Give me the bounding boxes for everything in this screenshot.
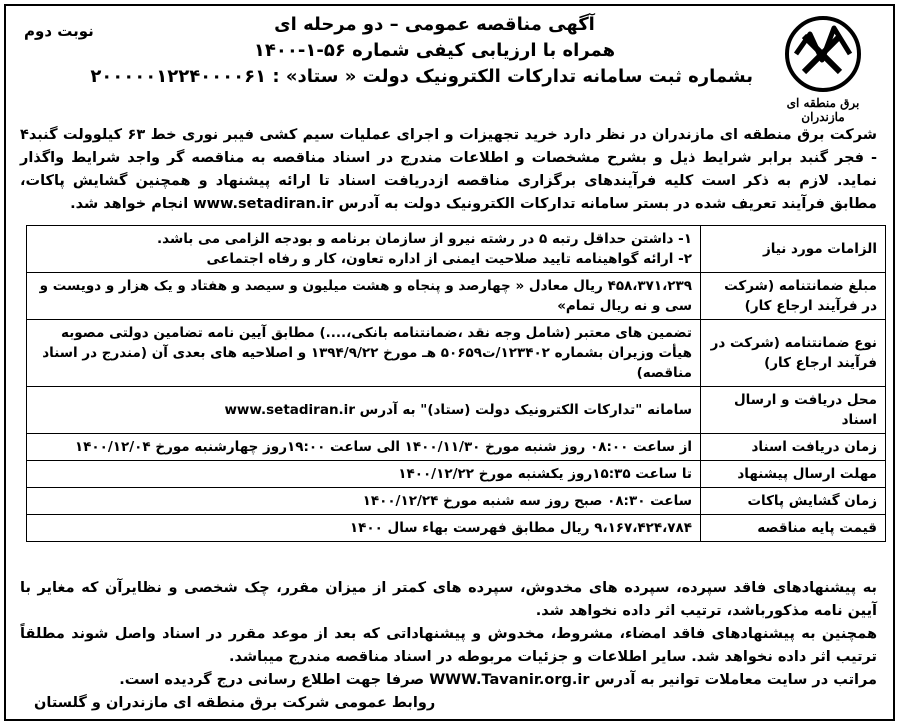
table-row xyxy=(27,273,886,320)
intro-paragraph: شرکت برق منطقه ای مازندران در نظر دارد خرید تجهیزات و اجرای عملیات سیم کشی فیبر نوری خط ۶۳ کیلوولت گنبد۴ - فجر گنبد برابر شرایط ذیل و بشرح مشخصات و اطلاعات مندرج در اسناد مناقصه به مناقصه گر واجد شرایط واگذار نماید. لازم به ذکر است کلیه فرآیندهای برگزاری مناقصه ازدریافت اسناد تا ارائه پیشنهاد و همچنین گشایش پاکات، مطابق فرآیند تعریف شده در بستر سامانه تدارکات الکترونیک دولت به آدرس www.setadiran.ir انجام خواهد شد. xyxy=(20,127,877,212)
table-row xyxy=(27,387,886,434)
row-label: محل دریافت و ارسال اسناد xyxy=(701,387,886,434)
table-row xyxy=(27,488,886,515)
row-label: زمان گشایش پاکات xyxy=(701,488,886,515)
row-value-line: ۲- ارائه گواهینامه تایید صلاحیت ایمنی از اداره تعاون، کار و رفاه اجتماعی xyxy=(206,251,692,267)
row-label: نوع ضمانتنامه (شرکت در فرآیند ارجاع کار) xyxy=(701,320,886,387)
row-value-line: از ساعت ۰۸:۰۰ روز شنبه مورخ ۱۴۰۰/۱۱/۳۰ الی ساعت ۱۹:۰۰روز چهارشنبه مورخ ۱۴۰۰/۱۲/۰۴ xyxy=(74,439,692,455)
row-value xyxy=(27,434,701,461)
table-row xyxy=(27,226,886,273)
footer-paragraph: مراتب در سایت معاملات توانیر به آدرس WWW.Tavanir.org.ir صرفا جهت اطلاع رسانی درج گردیده است. xyxy=(119,672,877,688)
table-row xyxy=(27,434,886,461)
footer-paragraph: به پیشنهادهای فاقد سپرده، سپرده های مخدوش، سپرده های کمتر از میزان مقرر، چک شخصی و نظایرآن که مغایر با آیین نامه مذکورباشد، ترتیب اثر داده نخواهد شد. xyxy=(20,580,877,619)
row-value xyxy=(27,226,701,273)
signature: روابط عمومی شرکت برق منطقه ای مازندران و گلستان xyxy=(34,695,436,711)
title-line-1: آگهی مناقصه عمومی – دو مرحله ای xyxy=(274,14,595,35)
title-line-2: همراه با ارزیابی کیفی شماره ۵۶-۱-۱۴۰۰ xyxy=(253,40,616,61)
row-label: مهلت ارسال پیشنهاد xyxy=(701,461,886,488)
notice-frame xyxy=(4,4,895,721)
header xyxy=(6,6,893,124)
title-block xyxy=(90,12,753,90)
row-label: الزامات مورد نیاز xyxy=(701,226,886,273)
row-value-line: تا ساعت ۱۵:۳۵روز یکشنبه مورخ ۱۴۰۰/۱۲/۲۲ xyxy=(398,466,692,482)
row-value xyxy=(27,488,701,515)
requirements-table xyxy=(26,225,886,542)
title-line-3: بشماره ثبت سامانه تدارکات الکترونیک دولت « ستاد» : ۲۰۰۰۰۰۱۲۲۴۰۰۰۰۶۱ xyxy=(90,66,753,87)
row-value xyxy=(27,515,701,542)
row-value-line: ۹،۱۶۷،۴۲۴،۷۸۴ ریال مطابق فهرست بهاء سال ۱۴۰۰ xyxy=(349,520,692,536)
row-label: مبلغ ضمانتنامه (شرکت در فرآیند ارجاع کار) xyxy=(701,273,886,320)
row-label: زمان دریافت اسناد xyxy=(701,434,886,461)
row-value xyxy=(27,320,701,387)
row-value xyxy=(27,461,701,488)
row-value xyxy=(27,387,701,434)
row-value-line: ساعت ۰۸:۳۰ صبح روز سه شنبه مورخ ۱۴۰۰/۱۲/۲۴ xyxy=(362,493,692,509)
table-row xyxy=(27,320,886,387)
row-value-line: سامانه "تدارکات الکترونیک دولت (ستاد)" به آدرس www.setadiran.ir xyxy=(224,402,692,418)
logo-text: برق منطقه ای مازندران xyxy=(786,96,860,124)
footer-paragraph: همچنین به پیشنهادهای فاقد امضاء، مشروط، مخدوش و پیشنهاداتی که بعد از موعد مقرر در اسناد واصل شوند مطلقاً ترتیب اثر داده نخواهد شد. سایر اطلاعات و جزئیات مربوطه در اسناد مناقصه مندرج میباشد. xyxy=(20,626,877,665)
row-label: قیمت پایه مناقصه xyxy=(701,515,886,542)
table-row xyxy=(27,515,886,542)
row-value-line: ۱- داشتن حداقل رتبه ۵ در رشته نیرو از سازمان برنامه و بودجه الزامی می باشد. xyxy=(157,231,692,247)
table-row xyxy=(27,461,886,488)
row-value-line: تضمین های معتبر (شامل وجه نقد ،ضمانتنامه بانکی،....) مطابق آیین نامه تضامین دولتی مصوبه هیأت وزیران بشماره ۱۲۳۴۰۲/ت۵۰۶۵۹ هـ مورخ ۱۳۹۴/۹/۲۲ و اصلاحیه های بعدی آن (مندرج در اسناد مناقصه) xyxy=(42,325,692,381)
power-line-logo-icon xyxy=(780,14,866,94)
company-logo xyxy=(763,14,883,126)
row-value-line: ۴۵۸،۳۷۱،۲۳۹ ریال معادل « چهارصد و پنجاه و هشت میلیون و سیصد و هفتاد و یک هزار و دویست و سی و نه ریال تمام» xyxy=(39,278,692,314)
row-value xyxy=(27,273,701,320)
footer-notes xyxy=(20,577,877,692)
round-label: نوبت دوم xyxy=(24,22,94,40)
